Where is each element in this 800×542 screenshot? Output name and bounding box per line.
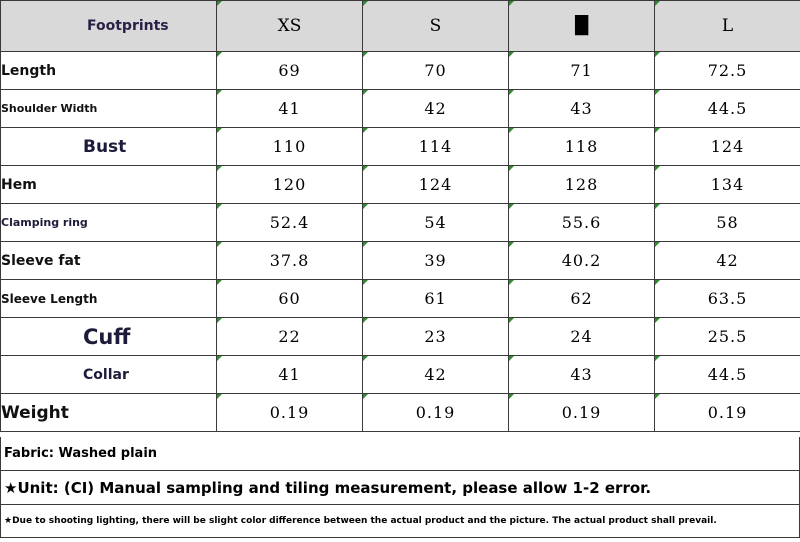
cell-value: 128	[509, 166, 655, 204]
table-row	[1, 90, 800, 128]
row-label: Sleeve fat	[1, 242, 217, 280]
cell-value: 37.8	[217, 242, 363, 280]
table-row	[1, 52, 800, 90]
cell-value: 55.6	[509, 204, 655, 242]
cell-value: 69	[217, 52, 363, 90]
cell-value: 0.19	[655, 394, 800, 432]
cell-value: 25.5	[655, 318, 800, 356]
cell-value: 58	[655, 204, 800, 242]
cell-value: 39	[363, 242, 509, 280]
fabric-note: Fabric: Washed plain	[0, 437, 800, 471]
table-row	[1, 242, 800, 280]
cell-value: 41	[217, 90, 363, 128]
cell-value: 24	[509, 318, 655, 356]
table-row	[1, 128, 800, 166]
table-row	[1, 394, 800, 432]
cell-value: 110	[217, 128, 363, 166]
size-header-xs: XS	[217, 1, 363, 52]
cell-value: 60	[217, 280, 363, 318]
size-header-l: L	[655, 1, 800, 52]
table-row	[1, 318, 800, 356]
cell-value: 54	[363, 204, 509, 242]
row-label: Length	[1, 52, 217, 90]
cell-value: 62	[509, 280, 655, 318]
cell-value: 71	[509, 52, 655, 90]
cell-value: 70	[363, 52, 509, 90]
cell-value: 43	[509, 90, 655, 128]
cell-value: 114	[363, 128, 509, 166]
cell-value: 0.19	[509, 394, 655, 432]
cell-value: 23	[363, 318, 509, 356]
cell-value: 22	[217, 318, 363, 356]
row-label: Collar	[1, 356, 217, 394]
cell-value: 61	[363, 280, 509, 318]
cell-value: 0.19	[217, 394, 363, 432]
cell-value: 72.5	[655, 52, 800, 90]
cell-value: 63.5	[655, 280, 800, 318]
cell-value: 42	[363, 356, 509, 394]
cell-value: 0.19	[363, 394, 509, 432]
row-label: Shoulder Width	[1, 90, 217, 128]
cell-value: 42	[363, 90, 509, 128]
cell-value: 124	[363, 166, 509, 204]
size-header-m: █	[509, 1, 655, 52]
cell-value: 52.4	[217, 204, 363, 242]
size-header-s: S	[363, 1, 509, 52]
row-label: Cuff	[1, 318, 217, 356]
table-row	[1, 280, 800, 318]
row-label: Bust	[1, 128, 217, 166]
row-label: Hem	[1, 166, 217, 204]
cell-value: 120	[217, 166, 363, 204]
row-label: Weight	[1, 394, 217, 432]
row-label: Sleeve Length	[1, 280, 217, 318]
corner-label: Footprints	[1, 1, 217, 52]
cell-value: 44.5	[655, 356, 800, 394]
row-label: Clamping ring	[1, 204, 217, 242]
cell-value: 134	[655, 166, 800, 204]
unit-note: ★Unit: (CI) Manual sampling and tiling measurement, please allow 1-2 error.	[0, 471, 800, 505]
cell-value: 44.5	[655, 90, 800, 128]
table-row	[1, 356, 800, 394]
cell-value: 43	[509, 356, 655, 394]
cell-value: 124	[655, 128, 800, 166]
header-row	[1, 1, 800, 52]
cell-value: 41	[217, 356, 363, 394]
cell-value: 40.2	[509, 242, 655, 280]
cell-value: 42	[655, 242, 800, 280]
color-disclaimer: ★Due to shooting lighting, there will be slight color difference between the actual product and the picture. The actual product shall prevail.	[0, 505, 800, 538]
table-row	[1, 204, 800, 242]
cell-value: 118	[509, 128, 655, 166]
table-row	[1, 166, 800, 204]
